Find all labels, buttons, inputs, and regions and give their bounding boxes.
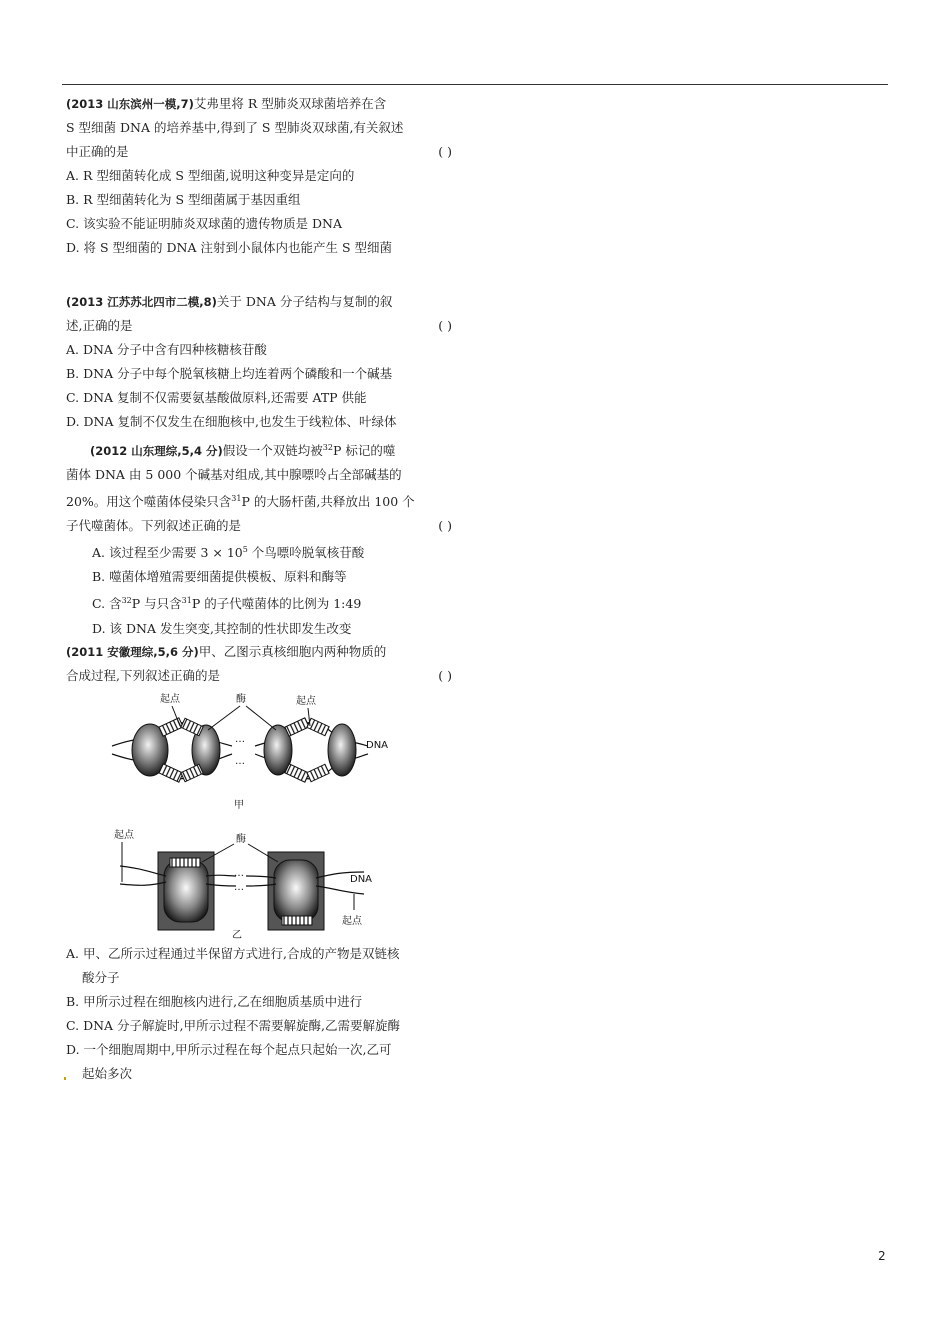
question-1 [66, 92, 452, 260]
option-a: A. 该过程至少需要 $3 \times 10^5$ 个鸟嘌呤脱氧核苷酸 [92, 545, 365, 561]
option-b: B. 噬菌体增殖需要细菌提供模板、原料和酶等 [92, 569, 347, 585]
option-b: B. 甲所示过程在细胞核内进行,乙在细胞质基质中进行 [66, 994, 363, 1009]
ellipsis: … [234, 868, 244, 879]
question-stem: 假设一个双链均被 [222, 443, 323, 459]
new-strand [307, 764, 329, 782]
page-number: 2 [878, 1249, 886, 1263]
ellipsis: … [234, 882, 244, 893]
option-c: C. DNA 复制不仅需要氨基酸做原料,还需要 ATP 供能 [66, 390, 367, 405]
enzyme-blob [164, 860, 208, 922]
dna-label: DNA [366, 740, 389, 751]
question-stem: 述,正确的是 [66, 318, 133, 333]
question-stem: 中正确的是 [66, 144, 129, 159]
header-rule [62, 84, 888, 85]
new-strand [285, 718, 309, 736]
figure-caption: 甲 [234, 800, 244, 811]
option-d: D. 一个细胞周期中,甲所示过程在每个起点只起始一次,乙可 [66, 1042, 392, 1057]
question-stem: 甲、乙图示真核细胞内两种物质的 [198, 644, 387, 659]
new-strand [181, 764, 203, 782]
option-b: B. DNA 分子中每个脱氧核糖上均连着两个磷酸和一个碱基 [66, 366, 393, 381]
option-c: C. 该实验不能证明肺炎双球菌的遗传物质是 DNA [66, 216, 343, 231]
figure-caption: 乙 [232, 930, 242, 941]
answer-paren: ( ) [438, 318, 452, 333]
new-strand [282, 916, 312, 925]
question-stem: 子代噬菌体。下列叙述正确的是 [66, 518, 242, 534]
option-c: C. DNA 分子解旋时,甲所示过程不需要解旋酶,乙需要解旋酶 [66, 1018, 400, 1033]
ellipsis: … [235, 734, 245, 745]
pointer-line [246, 706, 276, 730]
new-strand [159, 764, 183, 782]
origin-label: 起点 [114, 830, 134, 841]
enzyme-label: 酶 [236, 694, 246, 705]
question-source: (2013 山东滨州一模,7) [66, 97, 194, 111]
option-a: A. DNA 分子中含有四种核糖核苷酸 [66, 342, 267, 357]
question-stem: 菌体 DNA 由 5 000 个碱基对组成,其中腺嘌呤占全部碱基的 [66, 467, 402, 483]
option-c: C. 含$^{32}$P 与只含$^{31}$P 的子代噬菌体的比例为 1:49 [92, 596, 362, 612]
new-strand [285, 764, 309, 782]
option-d: D. 将 S 型细菌的 DNA 注射到小鼠体内也能产生 S 型细菌 [66, 240, 392, 255]
option-d: D. 该 DNA 发生突变,其控制的性状即发生改变 [92, 620, 352, 636]
question-stem: 20%。用这个噬菌体侵染只含 [66, 494, 232, 510]
option-a: A. R 型细菌转化成 S 型细菌,说明这种变异是定向的 [66, 168, 355, 183]
question-stem: 合成过程,下列叙述正确的是 [66, 668, 220, 683]
dna-label: DNA [350, 874, 373, 885]
new-strand [170, 858, 200, 867]
question-2 [66, 290, 452, 434]
new-strand [181, 718, 203, 736]
question-source: (2012 山东理综,5,4 分) [90, 444, 223, 459]
question-stem: 艾弗里将 R 型肺炎双球菌培养在含 [193, 96, 387, 111]
answer-paren: ( ) [438, 144, 452, 159]
option-a-cont: 酸分子 [82, 970, 120, 985]
ellipsis: … [235, 756, 245, 767]
option-b: B. R 型细菌转化为 S 型细菌属于基因重组 [66, 192, 301, 207]
option-a: A. 甲、乙所示过程通过半保留方式进行,合成的产物是双链核 [66, 946, 400, 961]
new-strand [307, 718, 329, 736]
superscript: 32 [322, 443, 333, 452]
question-stem: 关于 DNA 分子结构与复制的叙 [216, 294, 393, 309]
question-stem: S 型细菌 DNA 的培养基中,得到了 S 型肺炎双球菌,有关叙述 [66, 120, 404, 135]
figure-jia [110, 688, 410, 813]
option-d: D. DNA 复制不仅发生在细胞核中,也发生于线粒体、叶绿体 [66, 414, 397, 429]
answer-paren: ( ) [438, 518, 452, 534]
answer-paren: ( ) [438, 668, 452, 683]
figure-yi [110, 826, 410, 941]
origin-label: 起点 [160, 694, 180, 705]
question-4-options [66, 942, 452, 1086]
origin-label: 起点 [342, 916, 362, 927]
question-stem: P 的大肠杆菌,共释放出 100 个 [241, 494, 415, 510]
pointer-line [208, 706, 240, 730]
stray-mark [64, 1077, 66, 1080]
question-stem: P 标记的噬 [332, 443, 396, 459]
new-strand [159, 718, 183, 736]
question-3 [66, 436, 452, 641]
question-source: (2011 安徽理综,5,6 分) [66, 645, 199, 659]
question-source: (2013 江苏苏北四市二模,8) [66, 295, 217, 309]
enzyme-blob [274, 860, 318, 922]
origin-label: 起点 [296, 696, 316, 707]
option-d-cont: 起始多次 [82, 1066, 133, 1081]
enzyme-label: 酶 [236, 834, 246, 845]
superscript: 31 [231, 494, 242, 504]
question-4 [66, 640, 452, 688]
enzyme-blob [328, 724, 356, 776]
